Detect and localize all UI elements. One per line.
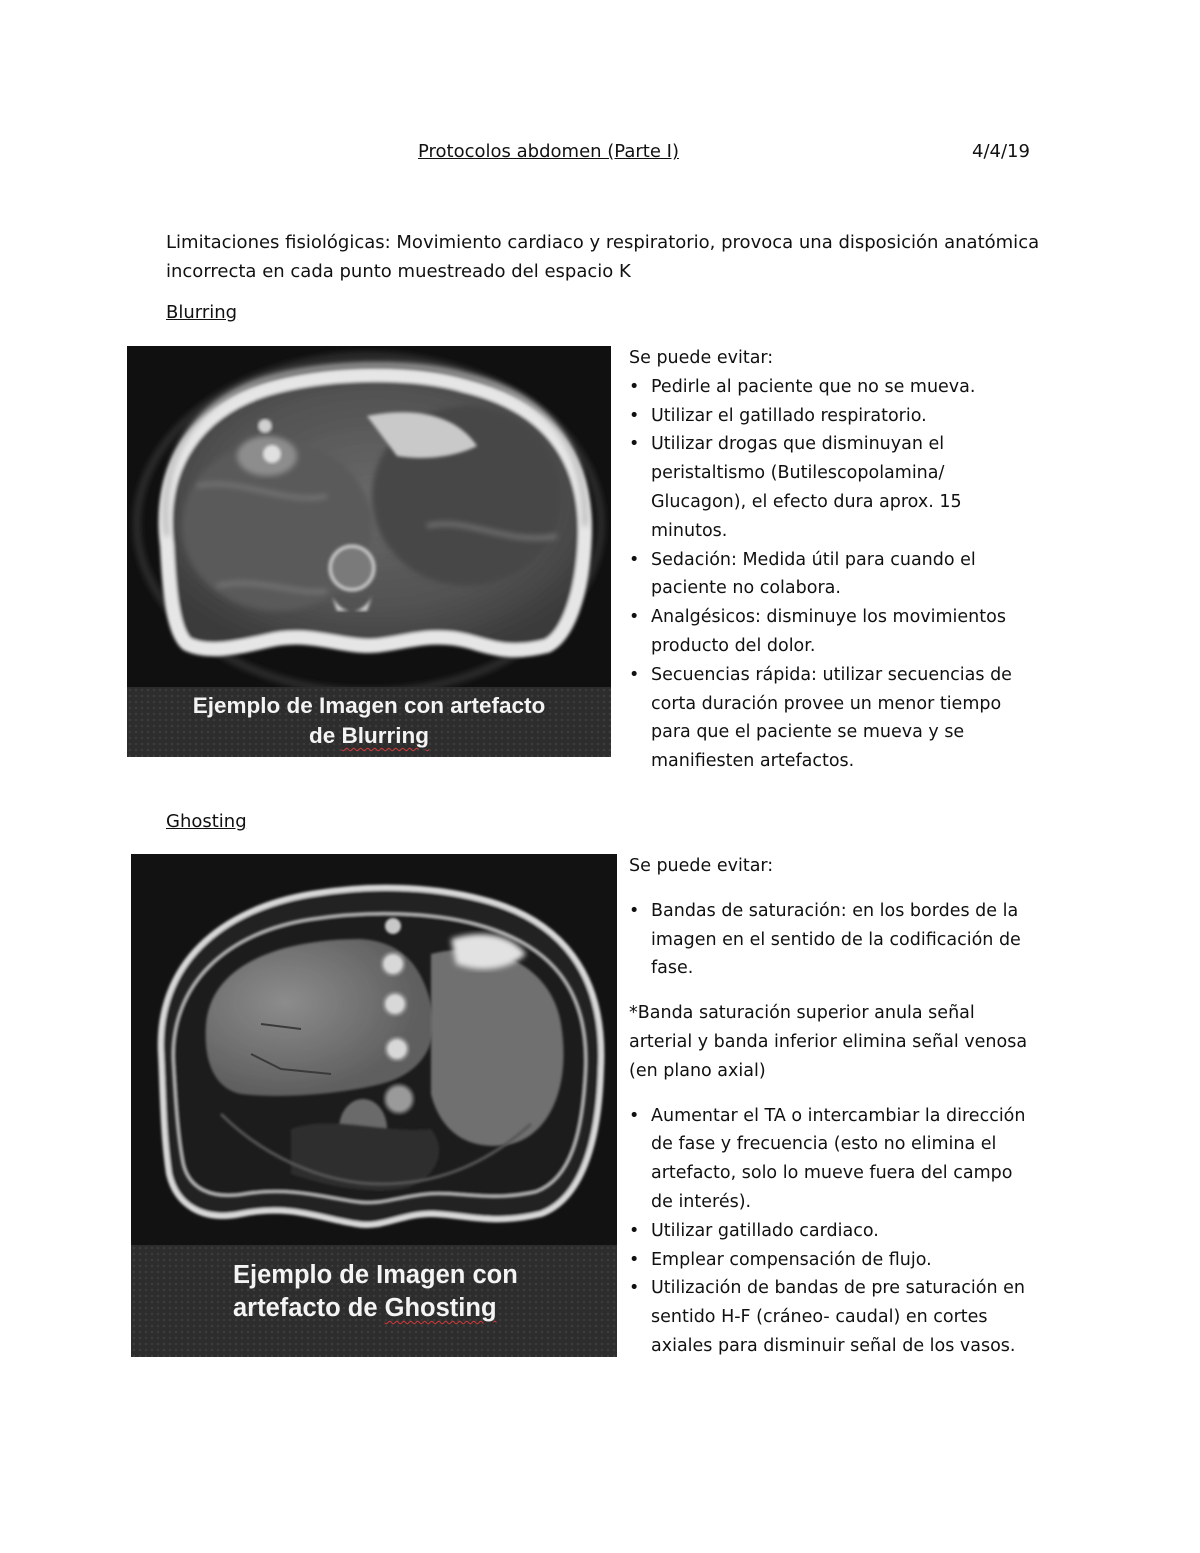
blurring-item: • Sedación: Medida útil para cuando el paciente no colabora. bbox=[629, 546, 1039, 604]
blurring-item: • Utilizar el gatillado respiratorio. bbox=[629, 402, 1039, 431]
ghosting-mri-image bbox=[131, 854, 617, 1259]
blurring-avoid-title: Se puede evitar: bbox=[629, 348, 774, 368]
intro-paragraph: Limitaciones fisiológicas: Movimiento cardiaco y respiratorio, provoca una disposición anatómica incorrecta en cada punto muestreado del espacio K bbox=[166, 232, 1040, 282]
ghosting-caption-line1: Ejemplo de Imagen con bbox=[233, 1261, 518, 1289]
blurring-caption-line2 bbox=[127, 721, 611, 751]
ghosting-item-flow: • Emplear compensación de flujo. bbox=[629, 1246, 1039, 1275]
ghosting-caption-word: Ghosting bbox=[384, 1294, 497, 1322]
blurring-heading: Blurring bbox=[166, 302, 238, 323]
blurring-avoid-list bbox=[629, 344, 1039, 776]
blurring-item: • Utilizar drogas que disminuyan el peristaltismo (Butilescopolamina/ Glucagon), el efecto dura aprox. 15 minutos. bbox=[629, 430, 1039, 545]
blurring-item: • Pedirle al paciente que no se mueva. bbox=[629, 373, 1039, 402]
ghosting-avoid-list bbox=[629, 852, 1039, 1361]
ghosting-caption bbox=[131, 1245, 617, 1357]
ghosting-item-ta: • Aumentar el TA o intercambiar la dirección de fase y frecuencia (esto no elimina el artefacto, solo lo mueve fuera del campo de interés). bbox=[629, 1102, 1039, 1217]
ghosting-figure bbox=[131, 854, 617, 1357]
document-date: 4/4/19 bbox=[972, 141, 1030, 162]
ghosting-caption-prefix: artefacto de bbox=[233, 1294, 385, 1322]
document-title: Protocolos abdomen (Parte I) bbox=[418, 141, 679, 162]
blurring-mri-image bbox=[127, 346, 611, 691]
blurring-caption bbox=[127, 687, 611, 757]
blurring-figure bbox=[127, 346, 611, 757]
ghosting-item-saturation: • Bandas de saturación: en los bordes de la imagen en el sentido de la codificación de fase. bbox=[629, 897, 1039, 983]
blurring-item: • Secuencias rápida: utilizar secuencias de corta duración provee un menor tiempo para que el paciente se mueva y se manifiesten artefactos. bbox=[629, 661, 1039, 776]
ghosting-note: *Banda saturación superior anula señal arterial y banda inferior elimina señal venosa (en plano axial) bbox=[629, 1003, 1028, 1081]
ghosting-heading: Ghosting bbox=[166, 811, 247, 832]
ghosting-item-presat: • Utilización de bandas de pre saturación en sentido H-F (cráneo- caudal) en cortes axiales para disminuir señal de los vasos. bbox=[629, 1274, 1039, 1360]
ghosting-item-cardiac: • Utilizar gatillado cardiaco. bbox=[629, 1217, 1039, 1246]
blurring-caption-line1: Ejemplo de Imagen con artefacto bbox=[192, 693, 546, 718]
blurring-caption-word: Blurring bbox=[341, 723, 429, 748]
blurring-caption-prefix: de bbox=[308, 723, 342, 748]
ghosting-avoid-title: Se puede evitar: bbox=[629, 856, 774, 876]
ghosting-caption-line2 bbox=[131, 1292, 617, 1325]
blurring-item: • Analgésicos: disminuye los movimientos producto del dolor. bbox=[629, 603, 1039, 661]
